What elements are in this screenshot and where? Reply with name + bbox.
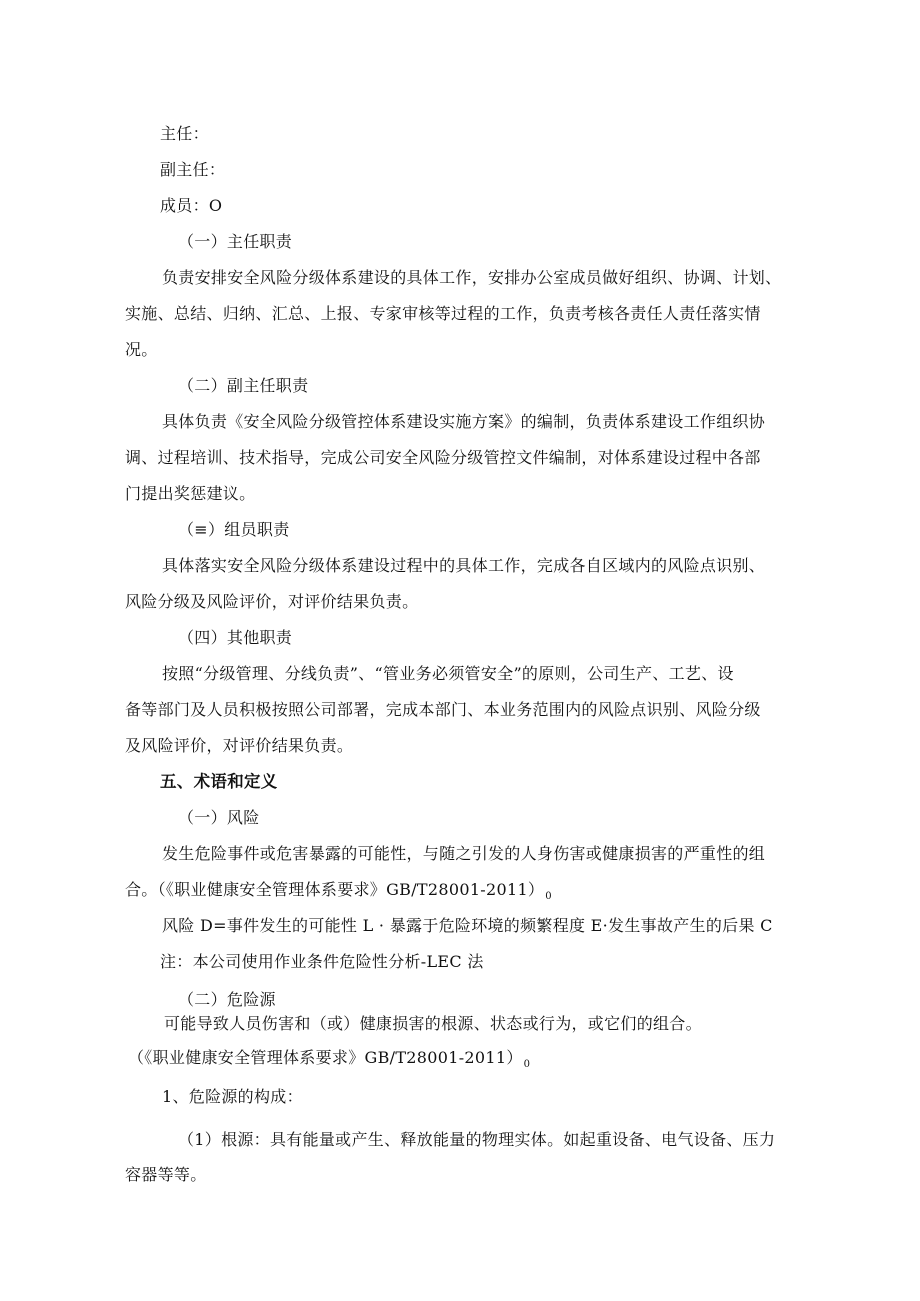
- paragraph-line: 调、过程培训、技术指导，完成公司安全风险分级管控文件编制，对体系建设过程中各部: [125, 448, 761, 467]
- paragraph-line: 发生危险事件或危害暴露的可能性，与随之引发的人身伤害或健康损害的严重性的组: [162, 844, 766, 863]
- paragraph-line: 可能导致人员伤害和（或）健康损害的根源、状态或行为，或它们的组合。: [164, 1014, 702, 1033]
- paragraph-line: 容器等等。: [125, 1165, 207, 1184]
- other-duties-heading: （四）其他职责: [178, 628, 293, 647]
- hazard-heading: （二）危险源: [178, 990, 276, 1009]
- deputy-duties-heading: （二）副主任职责: [178, 376, 309, 395]
- paragraph-line: 实施、总结、归纳、汇总、上报、专家审核等过程的工作，负责考核各责任人责任落实情: [125, 304, 761, 323]
- hazard-citation: [128, 1046, 530, 1073]
- paragraph-line: 按照“分级管理、分线负责”、“管业务必须管安全”的原则，公司生产、工艺、设: [162, 664, 734, 683]
- paragraph-line: 具体落实安全风险分级体系建设过程中的具体工作，完成各自区域内的风险点识别、: [162, 556, 766, 575]
- method-note: 注：本公司使用作业条件危险性分析-LEC 法: [160, 952, 484, 971]
- paragraph-line: 备等部门及人员积极按照公司部署，完成本部门、本业务范围内的风险点识别、风险分级: [125, 700, 761, 719]
- paragraph-line: 负责安排安全风险分级体系建设的具体工作，安排办公室成员做好组织、协调、计划、: [162, 268, 782, 287]
- section-title: 五、术语和定义: [160, 772, 278, 791]
- risk-citation: [125, 878, 552, 905]
- citation-text: 合。（《职业健康安全管理体系要求》GB∕T28001-2011）: [125, 880, 545, 899]
- citation-subscript: 0: [523, 1059, 531, 1070]
- director-label: 主任：: [160, 124, 209, 143]
- paragraph-line: 况。: [125, 340, 158, 359]
- paragraph-line: 具体负责《安全风险分级管控体系建设实施方案》的编制，负责体系建设工作组织协: [162, 412, 766, 431]
- members-label: 成员：O: [160, 196, 223, 215]
- hazard-composition-heading: 1、危险源的构成：: [162, 1087, 303, 1106]
- director-duties-heading: （一）主任职责: [178, 232, 293, 251]
- citation-subscript: 0: [545, 891, 552, 902]
- risk-heading: （一）风险: [178, 808, 260, 827]
- risk-formula: 风险 D=事件发生的可能性 L · 暴露于危险环境的频繁程度 E·发生事故产生的后果 C: [162, 916, 773, 935]
- paragraph-line: （1）根源：具有能量或产生、释放能量的物理实体。如起重设备、电气设备、压力: [178, 1130, 776, 1149]
- deputy-director-label: 副主任：: [160, 160, 226, 179]
- citation-text: （《职业健康安全管理体系要求》GB∕T28001-2011）: [128, 1048, 523, 1067]
- paragraph-line: 门提出奖惩建议。: [125, 484, 256, 503]
- paragraph-line: 风险分级及风险评价，对评价结果负责。: [125, 592, 419, 611]
- paragraph-line: 及风险评价，对评价结果负责。: [125, 736, 354, 755]
- member-duties-heading: （≡）组员职责: [178, 520, 290, 539]
